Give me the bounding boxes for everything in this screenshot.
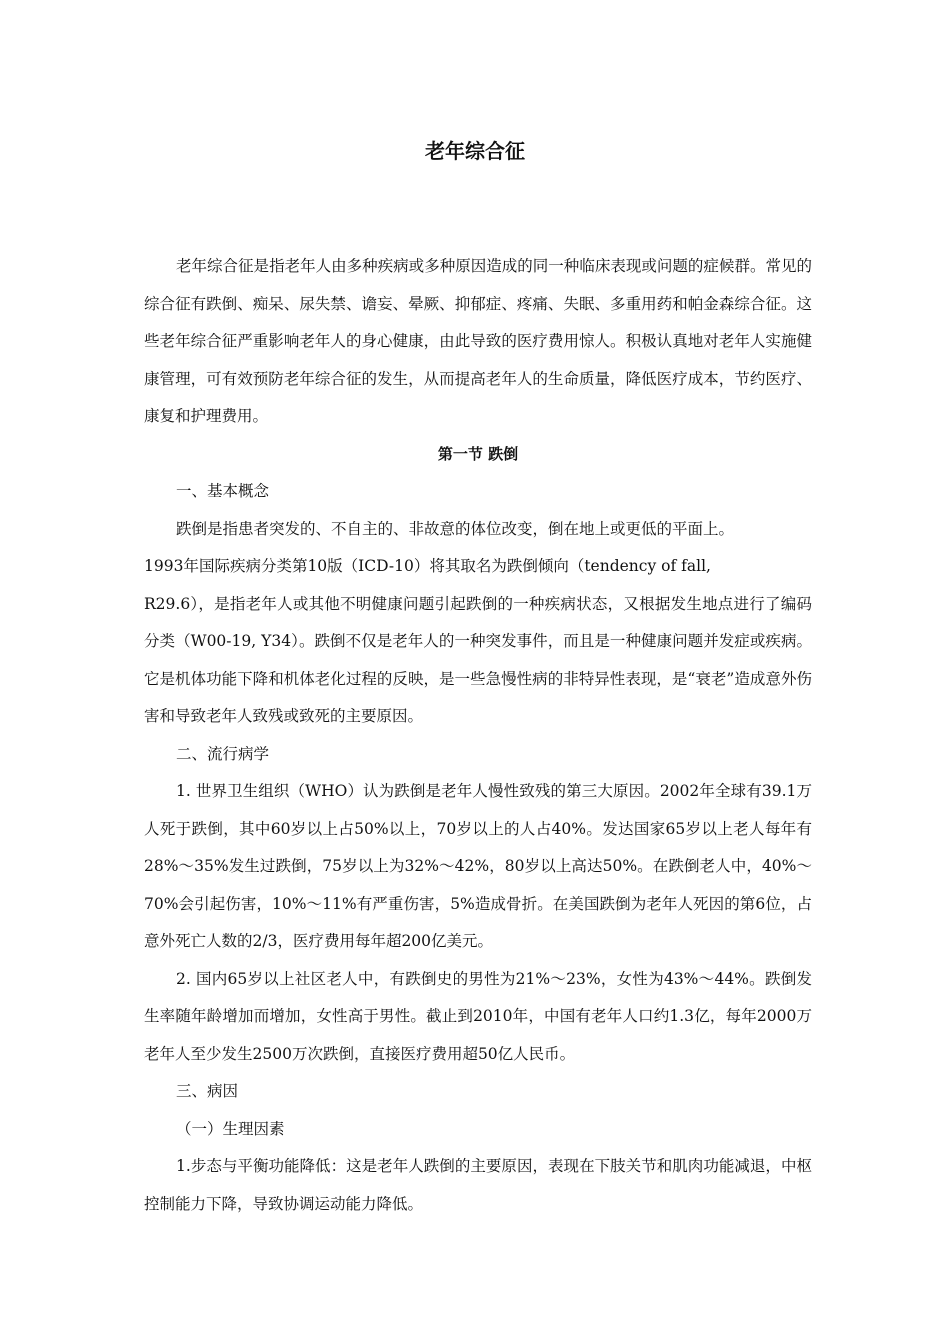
concept-line-2: 1993年国际疾病分类第10版（ICD-10）将其取名为跌倒倾向（tendency of fall,	[144, 557, 711, 575]
document-body	[144, 248, 812, 1223]
cause-paragraph-1: 1.步态与平衡功能降低：这是老年人跌倒的主要原因，表现在下肢关节和肌肉功能减退，中枢控制能力下降，导致协调运动能力降低。	[144, 1157, 812, 1213]
subsection-heading-concept: 一、基本概念	[176, 482, 270, 500]
document-title: 老年综合征	[425, 139, 525, 163]
section-title: 第一节 跌倒	[437, 444, 519, 463]
epidemiology-paragraph-1: 1. 世界卫生组织（WHO）认为跌倒是老年人慢性致残的第三大原因。2002年全球有39.1万人死于跌倒，其中60岁以上占50%以上，70岁以上的人占40%。发达国家65岁以上老人每年有28%～35%发生过跌倒，75岁以上为32%～42%，80岁以上高达50%。在跌倒老人中，40%～70%会引起伤害，10%～11%有严重伤害，5%造成骨折。在美国跌倒为老年人死因的第6位，占意外死亡人数的2/3，医疗费用每年超200亿美元。	[144, 782, 812, 950]
subsection-heading-epidemiology: 二、流行病学	[176, 744, 270, 763]
subsection-heading-cause: 三、病因	[176, 1082, 239, 1100]
cause-subheading-physiological: （一）生理因素	[176, 1119, 285, 1138]
intro-paragraph: 老年综合征是指老年人由多种疾病或多种原因造成的同一种临床表现或问题的症候群。常见的综合征有跌倒、痴呆、尿失禁、谵妄、晕厥、抑郁症、疼痛、失眠、多重用药和帕金森综合征。这些老年综合征严重影响老年人的身心健康，由此导致的医疗费用惊人。积极认真地对老年人实施健康管理，可有效预防老年综合征的发生，从而提高老年人的生命质量，降低医疗成本，节约医疗、康复和护理费用。	[144, 257, 812, 425]
concept-line-1: 跌倒是指患者突发的、不自主的、非故意的体位改变，倒在地上或更低的平面上。	[176, 519, 735, 538]
concept-paragraph: R29.6），是指老年人或其他不明健康问题引起跌倒的一种疾病状态，又根据发生地点进行了编码分类（W00-19, Y34）。跌倒不仅是老年人的一种突发事件，而且是一种健康问题并发症或疾病。它是机体功能下降和机体老化过程的反映，是一些急慢性病的非特异性表现，是“衰老”造成意外伤害和导致老年人致残或致死的主要原因。	[144, 594, 812, 725]
epidemiology-paragraph-2: 2. 国内65岁以上社区老人中，有跌倒史的男性为21%～23%，女性为43%～44%。跌倒发生率随年龄增加而增加，女性高于男性。截止到2010年，中国有老年人口约1.3亿，每年2000万老年人至少发生2500万次跌倒，直接医疗费用超50亿人民币。	[144, 969, 812, 1063]
